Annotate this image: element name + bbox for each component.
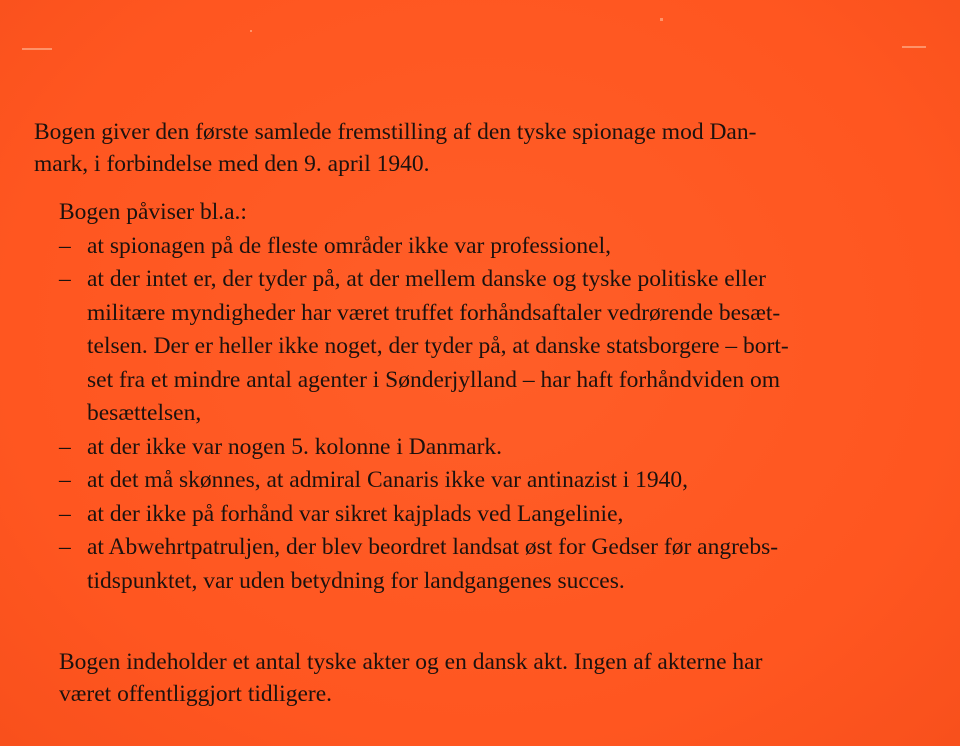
list-item-line: set fra et mindre antal agenter i Sønderjylland – har haft forhåndviden om (87, 366, 781, 393)
findings-list (34, 196, 934, 598)
list-item-line: at der intet er, der tyder på, at der mellem danske og tyske politiske eller (87, 266, 767, 292)
list-dash: – (59, 467, 71, 493)
list-item (34, 464, 934, 498)
list-item-line: at Abwehrtpatruljen, der blev beordret landsat øst for Gedser før angrebs- (87, 534, 779, 560)
list-item-line: at det må skønnes, at admiral Canaris ikke var antinazist i 1940, (87, 467, 689, 493)
list-heading: Bogen påviser bl.a.: (59, 199, 247, 225)
outro-line: været offentliggjort tidligere. (59, 681, 333, 707)
outro-line: Bogen indeholder et antal tyske akter og en dansk akt. Ingen af akterne har (59, 649, 763, 675)
list-item-line: at spionagen på de fleste områder ikke var professionel, (87, 232, 611, 259)
list-item (34, 431, 934, 465)
intro-paragraph (34, 116, 934, 180)
list-item (34, 498, 934, 532)
list-dash: – (59, 433, 71, 460)
intro-line: Bogen giver den første samlede fremstilling af den tyske spionage mod Dan- (34, 119, 757, 145)
intro-line: mark, i forbindelse med den 9. april 1940. (34, 151, 430, 177)
list-dash: – (59, 500, 71, 527)
list-dash: – (59, 232, 71, 259)
print-speck (250, 30, 252, 32)
list-item-line: besættelsen, (87, 400, 202, 426)
list-item-line: telsen. Der er heller ikke noget, der tyder på, at danske statsborgere – bort- (87, 333, 789, 359)
list-item-line: tidspunktet, var uden betydning for landgangenes succes. (87, 567, 625, 594)
list-dash: – (59, 266, 71, 292)
list-dash: – (59, 534, 71, 560)
print-speck (660, 18, 663, 21)
list-item-line: militære myndigheder har været truffet forhåndsaftaler vedrørende besæt- (87, 299, 781, 326)
list-item (34, 230, 934, 264)
list-item (34, 531, 934, 598)
print-speck (22, 48, 52, 50)
outro-paragraph (59, 646, 939, 710)
list-item-line: at der ikke på forhånd var sikret kajplads ved Langelinie, (87, 500, 624, 527)
list-item (34, 263, 934, 431)
print-speck (902, 46, 926, 48)
list-item-line: at der ikke var nogen 5. kolonne i Danmark. (87, 433, 503, 460)
